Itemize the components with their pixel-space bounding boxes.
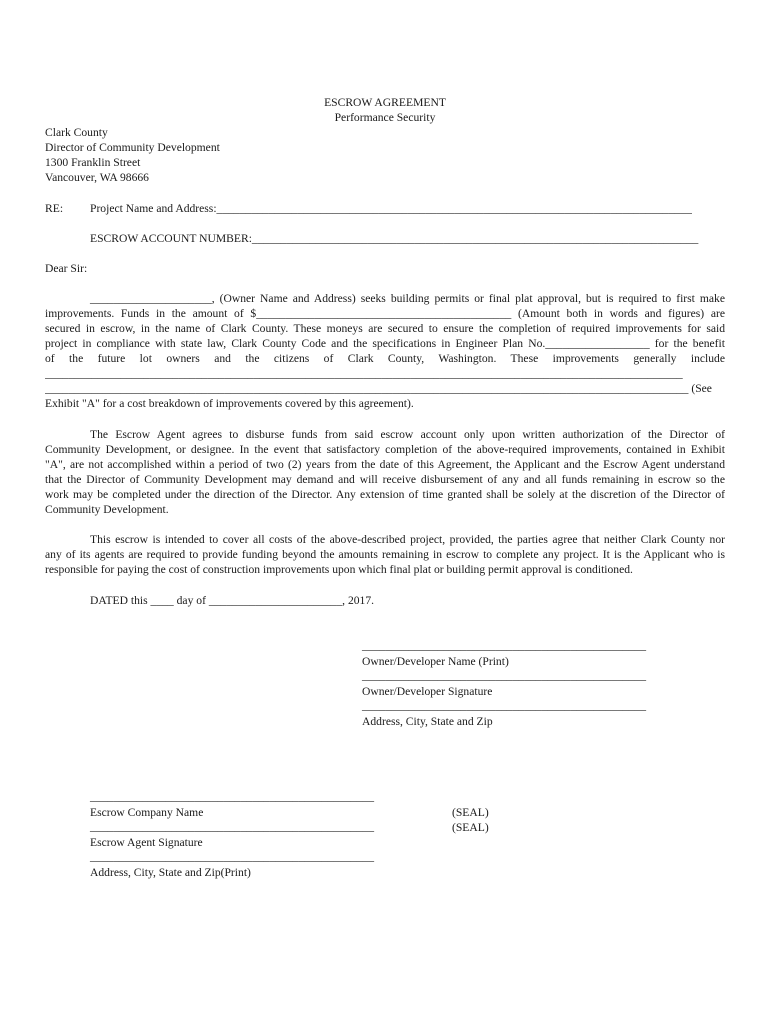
- paragraph-line: Community Development.: [45, 503, 169, 516]
- signature-line: _________________________________________________: [362, 669, 647, 682]
- paragraph-line: any of its agents are required to provide funding beyond the amounts remaining in escrow to complete any project. It is the Applicant who is: [45, 548, 725, 561]
- signature-line: _________________________________________________: [90, 820, 375, 833]
- paragraph-line: ______________________________________________________________________________________________________________: [45, 367, 683, 380]
- paragraph-line: work may be completed under the direction of the Director. Any extension of time granted shall be solely at the discretion of the Director of: [45, 488, 725, 501]
- paragraph-line: that the Director of Community Development may demand and will receive disbursement of any and all funds remaining in escrow so the: [45, 473, 725, 486]
- escrow-account-field: ESCROW ACCOUNT NUMBER:_____________________________________________________________________________: [90, 232, 699, 245]
- addressee-line: 1300 Franklin Street: [45, 156, 141, 169]
- paragraph-line: responsible for paying the cost of construction improvements upon which final plat or building permit approval is conditioned.: [45, 563, 633, 576]
- paragraph-line: of the future lot owners and the citizens of Clark County, Washington. These improvements generally include: [45, 352, 725, 365]
- salutation: Dear Sir:: [45, 262, 88, 275]
- owner-signature-label: Owner/Developer Signature: [362, 685, 493, 698]
- signature-line: _________________________________________________: [362, 699, 647, 712]
- escrow-agent-label: Escrow Agent Signature: [90, 836, 203, 849]
- paragraph-line: "A", are not accomplished within a period of two (2) years from the date of this Agreement, the Applicant and the Escrow Agent understand: [45, 458, 725, 471]
- owner-name-label: Owner/Developer Name (Print): [362, 655, 509, 668]
- owner-address-label: Address, City, State and Zip: [362, 715, 493, 728]
- escrow-company-label: Escrow Company Name: [90, 806, 204, 819]
- signature-line: _________________________________________________: [362, 639, 647, 652]
- document-title: ESCROW AGREEMENT: [324, 96, 446, 109]
- document-subtitle: Performance Security: [334, 111, 436, 124]
- seal-label: (SEAL): [452, 821, 489, 834]
- paragraph-line: Exhibit "A" for a cost breakdown of improvements covered by this agreement).: [45, 397, 414, 410]
- paragraph-line: Community Development, or designee. In the event that satisfactory completion of the above-required improvements, contained in Exhibit: [45, 443, 725, 456]
- project-name-field: Project Name and Address:__________________________________________________________________________________: [90, 202, 692, 215]
- paragraph-line: _______________________________________________________________________________________________________________ (See: [45, 382, 712, 395]
- paragraph-line: project in compliance with state law, Clark County Code and the specifications in Engineer Plan No.__________________ for the benefit: [45, 337, 725, 350]
- addressee-line: Clark County: [45, 126, 108, 139]
- addressee-line: Director of Community Development: [45, 141, 220, 154]
- paragraph-line: The Escrow Agent agrees to disburse funds from said escrow account only upon written authorization of the Director of: [90, 428, 725, 441]
- dated-line: DATED this ____ day of _______________________, 2017.: [90, 594, 375, 607]
- escrow-address-label: Address, City, State and Zip(Print): [90, 866, 251, 879]
- paragraph-line: secured in escrow, in the name of Clark County. These moneys are secured to ensure the completion of required improvements for said: [45, 322, 725, 335]
- re-label: RE:: [45, 202, 64, 215]
- paragraph-line: improvements. Funds in the amount of $____________________________________________ (Amount both in words and figures) are: [45, 307, 725, 320]
- signature-line: _________________________________________________: [90, 850, 375, 863]
- addressee-line: Vancouver, WA 98666: [45, 171, 149, 184]
- seal-label: (SEAL): [452, 806, 489, 819]
- paragraph-line: This escrow is intended to cover all costs of the above-described project, provided, the parties agree that neither Clark County nor: [90, 533, 725, 546]
- paragraph-line: _____________________, (Owner Name and Address) seeks building permits or final plat approval, but is required to first make: [90, 292, 725, 305]
- signature-line: _________________________________________________: [90, 790, 375, 803]
